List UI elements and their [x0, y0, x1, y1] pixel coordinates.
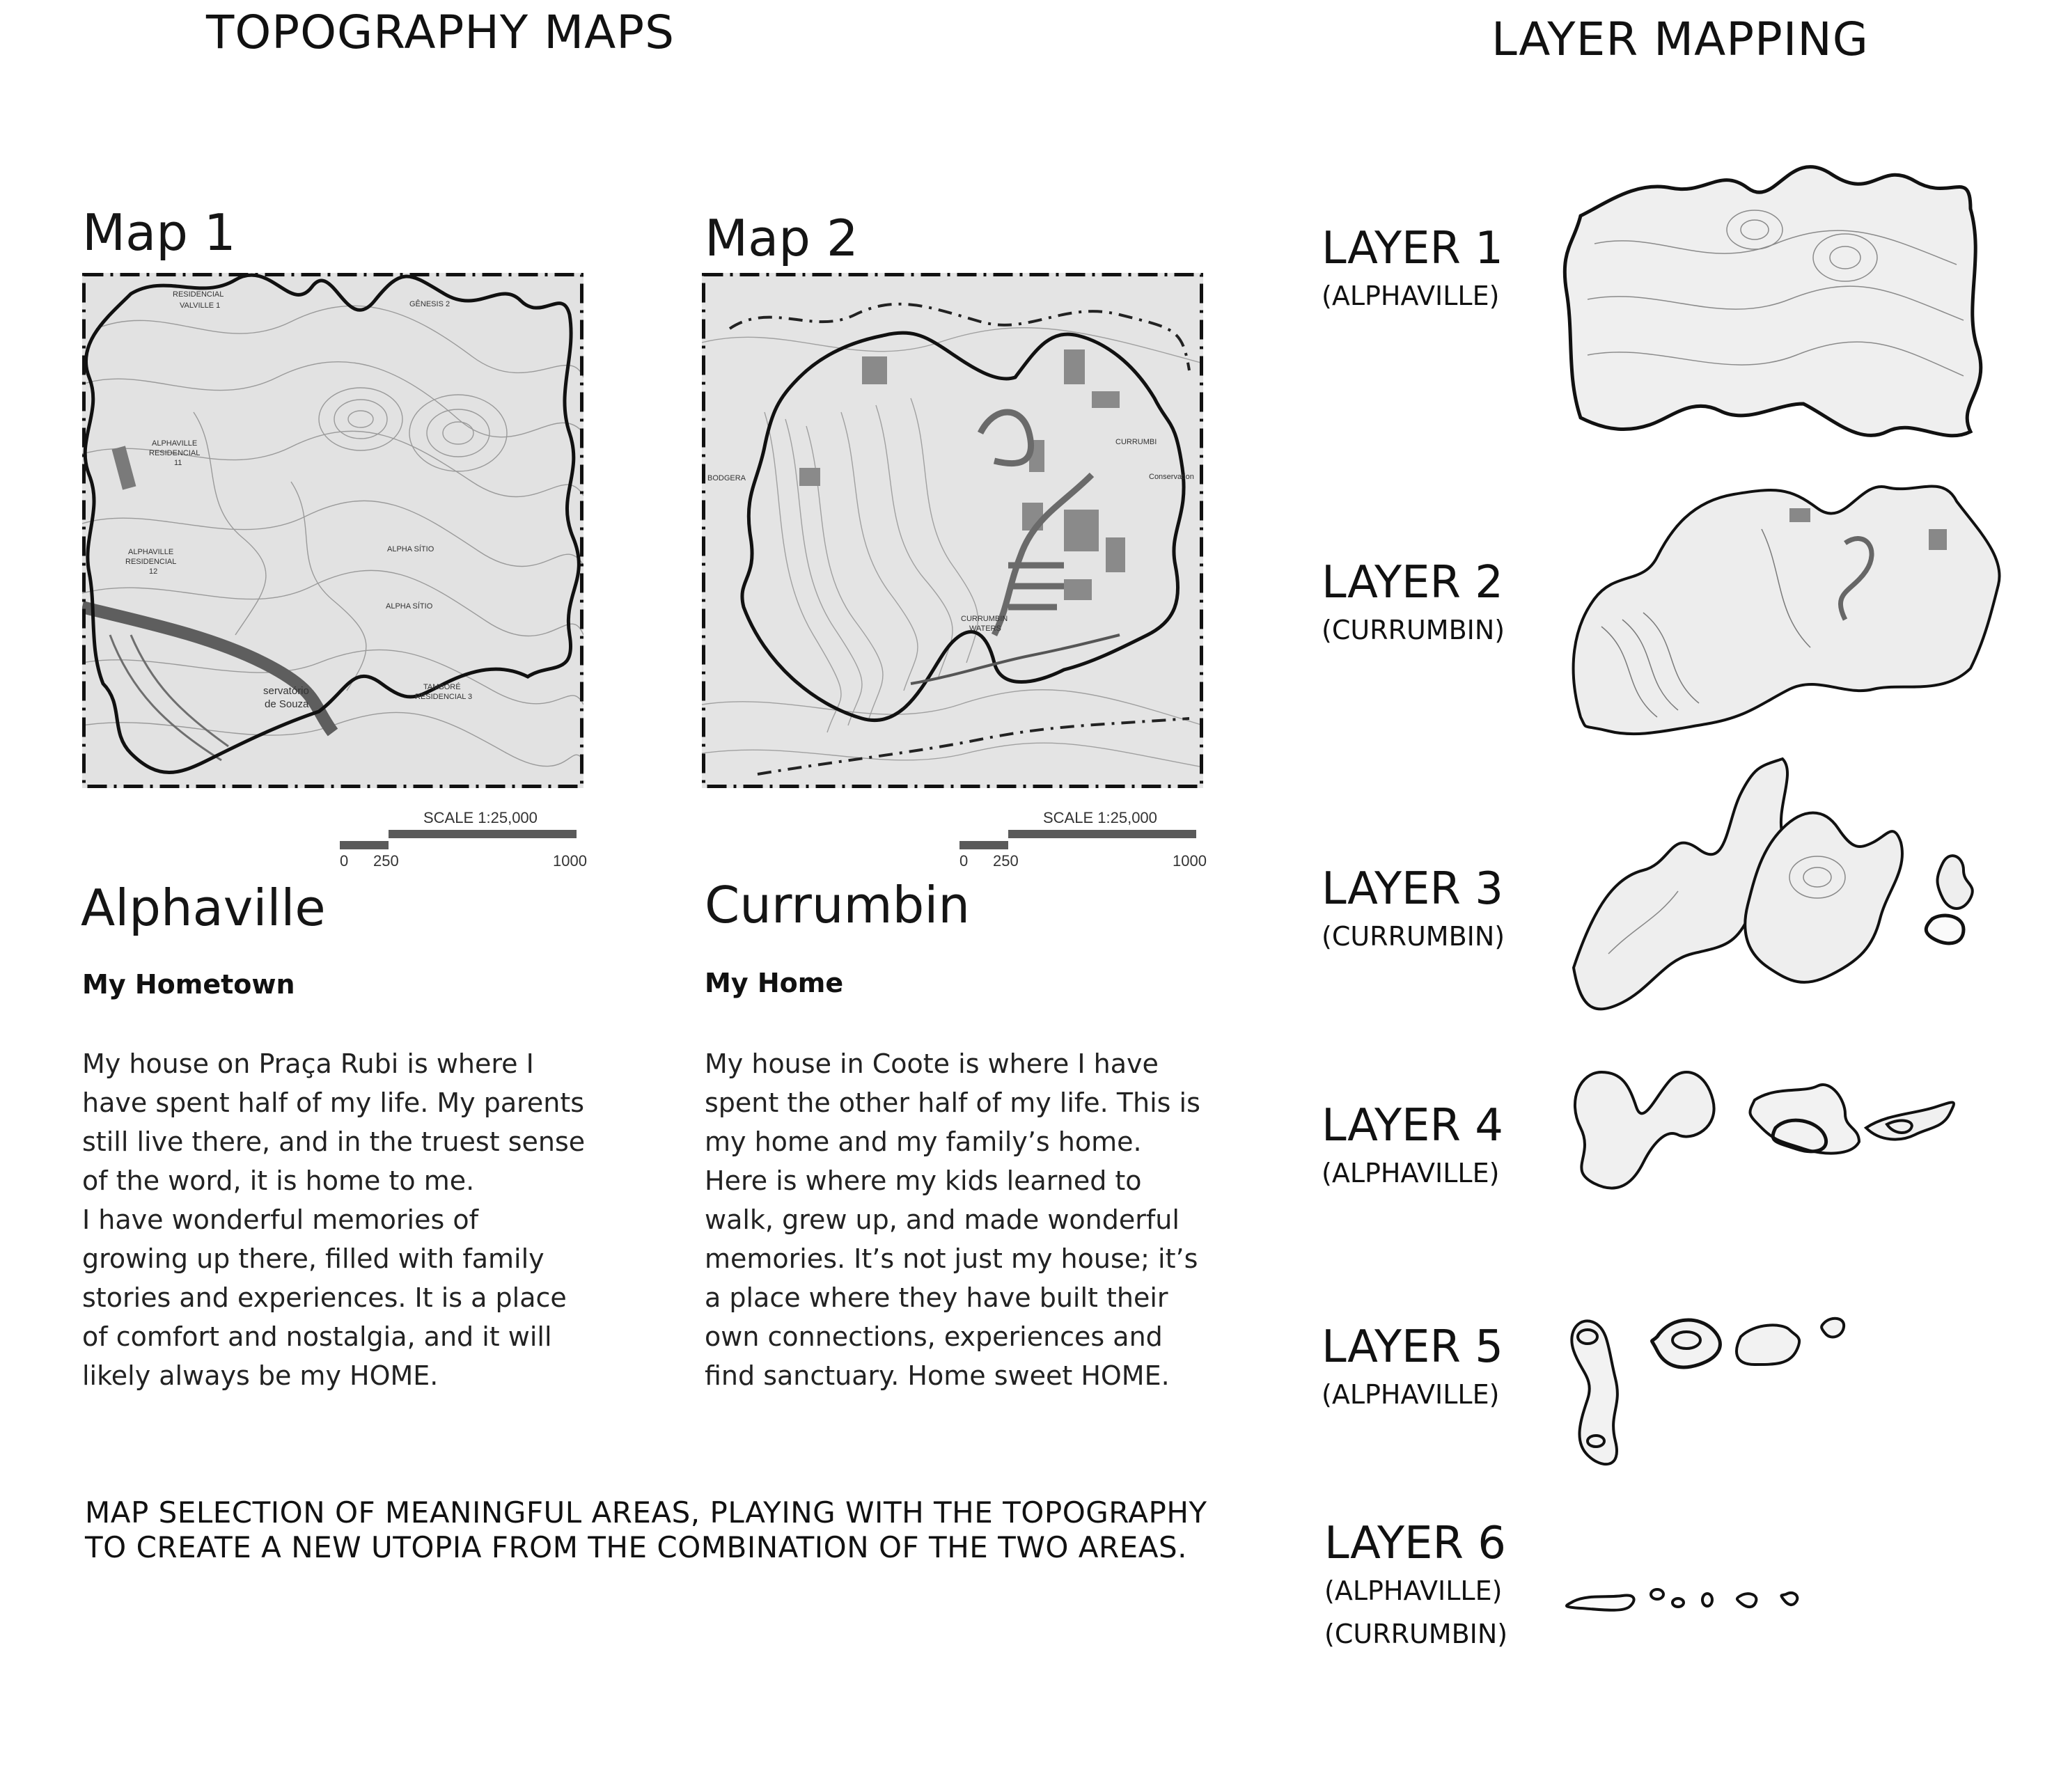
- layer-illustrations: [1553, 139, 2040, 1699]
- map-1-title: Map 1: [82, 203, 236, 262]
- scale-tick: 250: [373, 852, 399, 870]
- map-1-label: ALPHAVILLE: [152, 439, 198, 448]
- map-1-label: servatório: [263, 685, 309, 697]
- scale-label: SCALE 1:25,000: [1043, 809, 1157, 826]
- layer-3-label: [1322, 863, 1505, 958]
- layer-2-shape: [1574, 486, 2000, 734]
- layer-name: LAYER 3: [1322, 863, 1503, 915]
- layer-source: (CURRUMBIN): [1322, 615, 1505, 645]
- map-2-label: WATERS: [969, 624, 1001, 633]
- layer-source: (ALPHAVILLE): [1322, 1379, 1500, 1410]
- map-2-subtitle: My Home: [705, 968, 844, 998]
- map-1-label: ALPHAVILLE: [128, 548, 174, 556]
- scale-label: SCALE 1:25,000: [423, 809, 538, 826]
- map-1-subtitle: My Hometown: [82, 969, 295, 1000]
- map-1-label: RESIDENCIAL: [149, 449, 201, 457]
- map-1-label: TAMBORÉ: [423, 683, 461, 691]
- map-1-description: My house on Praça Rubi is where I have spent half of my life. My parents still live there, and in the truest sense of the word, it is home to me. I have wonderful memories of growing up there, filled with family stories and experiences. It is a place of comfort and nostalgia, and it will likely always be my HOME.: [82, 1048, 586, 1391]
- layer-name: LAYER 5: [1322, 1321, 1503, 1373]
- scale-tick: 0: [340, 852, 349, 870]
- map-1-label: GÊNESIS 2: [409, 300, 450, 308]
- layer-2-label: [1322, 557, 1505, 652]
- map-1-scale-bar: [340, 809, 590, 872]
- layer-source: (CURRUMBIN): [1322, 921, 1505, 952]
- map-1-label: RESIDENCIAL 3: [415, 693, 473, 701]
- map-1-label: ALPHA SÍTIO: [387, 545, 434, 553]
- map-1-label: 11: [174, 459, 182, 467]
- scale-tick: 0: [959, 852, 969, 870]
- layer-4-shape: [1575, 1072, 1954, 1188]
- map-1-label: ALPHA SÍTIO: [386, 602, 433, 611]
- layer-4-label: [1322, 1100, 1503, 1195]
- map-2-label: Conservation: [1149, 473, 1194, 481]
- map-1-label: de Souza: [265, 698, 309, 710]
- layer-6-label: [1324, 1518, 1507, 1656]
- map-1-topography: [82, 273, 583, 788]
- map-1-label: 12: [149, 567, 158, 576]
- layer-mapping-heading: LAYER MAPPING: [1491, 13, 1869, 66]
- layer-name: LAYER 4: [1322, 1100, 1503, 1152]
- scale-tick: 250: [993, 852, 1019, 870]
- map-1-place-name: Alphaville: [81, 879, 326, 937]
- scale-bar-long: [1008, 830, 1196, 838]
- map-2-label: CURRUMBI: [1115, 438, 1157, 446]
- layer-5-label: [1322, 1321, 1503, 1416]
- scale-tick: 1000: [1173, 852, 1207, 870]
- layer-6-shape: [1567, 1589, 1797, 1610]
- map-2-description: My house in Coote is where I have spent the other half of my life. This is my home and my family’s home. Here is where my kids learned to walk, grew up, and made wonderful memories. It’s not just my house; it’s a place where they have built their own connections, experiences and find sanctuary. Home sweet HOME.: [705, 1048, 1200, 1391]
- scale-bar-short: [959, 841, 1008, 849]
- layer-source: (ALPHAVILLE): [1322, 1158, 1500, 1188]
- layer-name: LAYER 6: [1324, 1518, 1506, 1569]
- layer-source: (ALPHAVILLE): [1322, 281, 1500, 311]
- map-2-label: BODGERA: [707, 474, 746, 482]
- map-2-scale-bar: [959, 809, 1210, 872]
- scale-bar-short: [340, 841, 389, 849]
- map-1-label: RESIDENCIAL: [125, 558, 177, 566]
- layer-1-label: [1322, 223, 1503, 317]
- scale-tick: 1000: [553, 852, 587, 870]
- map-2-place-name: Currumbin: [705, 876, 970, 934]
- layer-name: LAYER 1: [1322, 223, 1503, 274]
- scale-bar-long: [389, 830, 577, 838]
- selection-caption: MAP SELECTION OF MEANINGFUL AREAS, PLAYING WITH THE TOPOGRAPHY TO CREATE A NEW UTOPIA FROM THE COMBINATION OF THE TWO AREAS.: [85, 1495, 1207, 1564]
- layer-1-shape: [1565, 167, 1981, 436]
- map-1-label: RESIDENCIAL: [173, 290, 224, 299]
- layer-name: LAYER 2: [1322, 557, 1503, 608]
- topography-maps-heading: TOPOGRAPHY MAPS: [206, 6, 675, 59]
- map-2-title: Map 2: [705, 209, 859, 267]
- layer-5-shape: [1572, 1319, 1844, 1464]
- map-1-label: VALVILLE 1: [180, 301, 221, 310]
- layer-3-shape: [1574, 759, 1973, 1009]
- map-2-topography: [702, 273, 1203, 788]
- layer-source: (ALPHAVILLE): [1324, 1575, 1503, 1606]
- layer-source: (CURRUMBIN): [1324, 1619, 1508, 1649]
- map-2-label: CURRUMBIN: [961, 615, 1008, 623]
